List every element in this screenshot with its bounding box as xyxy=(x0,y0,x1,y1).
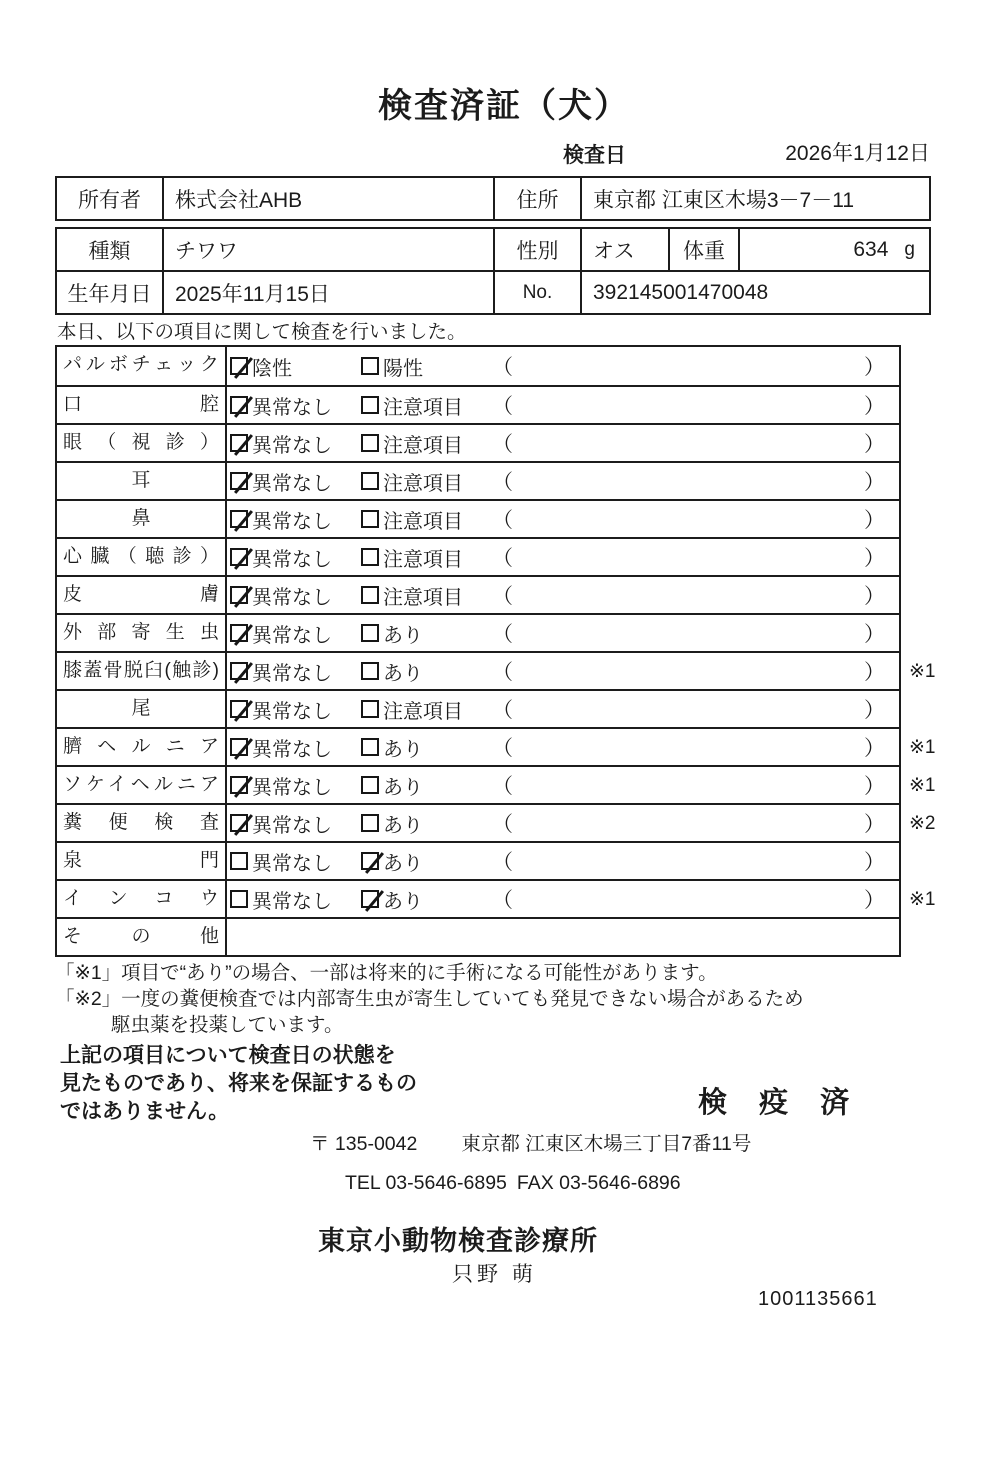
postal-code: 〒 135-0042 xyxy=(310,1133,418,1155)
option-normal xyxy=(230,657,361,686)
checklist-row-nose xyxy=(57,499,899,537)
option-label: 異常なし xyxy=(252,624,332,647)
owner-label: 所有者 xyxy=(78,188,141,212)
paren-close: ） xyxy=(864,509,885,532)
checkbox-icon xyxy=(361,548,379,566)
option-normal xyxy=(230,847,361,876)
option-caution xyxy=(361,429,492,458)
paren-close: ） xyxy=(864,661,885,684)
option-caution xyxy=(361,467,492,496)
option-normal xyxy=(230,391,361,420)
checkbox-icon xyxy=(361,852,379,870)
birth-no-row xyxy=(57,270,929,313)
checkbox-icon xyxy=(230,814,248,832)
paren-close: ） xyxy=(864,851,885,874)
item-label: 膝蓋骨脱臼(触診) xyxy=(57,653,227,689)
checklist-table xyxy=(55,345,936,957)
paren-close: ） xyxy=(864,471,885,494)
option-label: 注意項目 xyxy=(383,700,463,723)
item-label: 糞便検査 xyxy=(57,805,227,841)
option-label: 異常なし xyxy=(252,472,332,495)
option-caution xyxy=(361,581,492,610)
option-label: あり xyxy=(383,814,423,837)
option-label: あり xyxy=(383,852,423,875)
checkbox-icon xyxy=(230,510,248,528)
paren-close: ） xyxy=(864,889,885,912)
item-label: 口腔 xyxy=(57,387,227,423)
option-label: 異常なし xyxy=(252,890,332,913)
sex-value: オス xyxy=(580,229,668,270)
weight-label: 体重 xyxy=(668,229,738,270)
checklist-row-parvo xyxy=(57,347,899,385)
checklist-row-fecal-exam xyxy=(57,803,936,841)
birth-label: 生年月日 xyxy=(67,282,152,306)
option-caution xyxy=(361,695,492,724)
item-label: 皮膚 xyxy=(57,577,227,613)
option-label: あり xyxy=(383,624,423,647)
option-normal xyxy=(230,467,361,496)
option-label: 異常なし xyxy=(252,700,332,723)
option-present xyxy=(361,619,492,648)
checkbox-icon xyxy=(230,357,248,375)
checkbox-icon xyxy=(230,472,248,490)
address-value: 東京都 江東区木場3－7－11 xyxy=(580,178,929,219)
option-normal xyxy=(230,733,361,762)
paren-open: （ xyxy=(492,471,513,494)
option-label: 異常なし xyxy=(252,738,332,761)
option-label: 異常なし xyxy=(252,586,332,609)
checkbox-icon xyxy=(361,472,379,490)
checklist-row-umbilical-hernia xyxy=(57,727,936,765)
item-label: 尾 xyxy=(57,691,227,727)
option-normal xyxy=(230,429,361,458)
checkbox-icon xyxy=(230,890,248,908)
quarantine-stamp: 検 疫 済 xyxy=(698,1087,862,1119)
checkbox-icon xyxy=(361,700,379,718)
sex-label: 性別 xyxy=(493,229,580,270)
option-label: 注意項目 xyxy=(383,510,463,533)
option-normal xyxy=(230,505,361,534)
disclaimer xyxy=(60,1042,417,1126)
option-normal xyxy=(230,695,361,724)
option-normal xyxy=(230,885,361,914)
item-label: 心臓（聴診） xyxy=(57,539,227,575)
examiner-name: 只野 萌 xyxy=(452,1263,537,1286)
breed-value: チワワ xyxy=(162,229,493,270)
clinic-name: 東京小動物検査診療所 xyxy=(318,1226,598,1256)
owner-value: 株式会社AHB xyxy=(162,178,493,219)
weight-unit: g xyxy=(904,238,915,260)
option-present xyxy=(361,809,492,838)
checkbox-icon xyxy=(230,776,248,794)
option-label: 注意項目 xyxy=(383,472,463,495)
weight-number: 634 xyxy=(853,237,889,261)
checklist-row-other xyxy=(57,917,899,955)
checkbox-icon xyxy=(230,738,248,756)
breed-sex-weight-row xyxy=(57,229,929,270)
footnote-2-cont: 駆虫薬を投薬しています。 xyxy=(111,1014,344,1036)
row-note: ※1 xyxy=(909,737,936,758)
row-note: ※1 xyxy=(909,889,936,910)
option-present xyxy=(361,771,492,800)
clinic-tel: TEL 03-5646-6895 xyxy=(345,1172,507,1194)
paren-open: （ xyxy=(492,889,513,912)
disclaimer-line-2: 見たものであり、将来を保証するもの xyxy=(60,1072,417,1095)
checkbox-icon xyxy=(361,890,379,908)
no-value: 392145001470048 xyxy=(580,272,929,313)
item-label: その他 xyxy=(57,919,227,955)
paren-open: （ xyxy=(492,737,513,760)
paren-close: ） xyxy=(864,356,885,379)
disclaimer-line-3: ではありません。 xyxy=(60,1100,230,1123)
checklist-row-heart xyxy=(57,537,899,575)
checklist-row-inkou xyxy=(57,879,936,917)
item-label: 外部寄生虫 xyxy=(57,615,227,651)
option-label: 異常なし xyxy=(252,510,332,533)
paren-open: （ xyxy=(492,356,513,379)
checkbox-icon xyxy=(361,586,379,604)
option-negative xyxy=(230,352,361,381)
checklist-row-skin xyxy=(57,575,899,613)
checkbox-icon xyxy=(361,434,379,452)
option-label: 異常なし xyxy=(252,396,332,419)
option-label: 注意項目 xyxy=(383,434,463,457)
paren-open: （ xyxy=(492,699,513,722)
option-normal xyxy=(230,809,361,838)
clinic-tel-fax xyxy=(345,1172,681,1195)
page-title: 検査済証（犬） xyxy=(378,87,630,125)
row-note: ※1 xyxy=(909,661,936,682)
checkbox-icon xyxy=(230,434,248,452)
paren-close: ） xyxy=(864,433,885,456)
option-label: 異常なし xyxy=(252,434,332,457)
info-table xyxy=(55,227,931,315)
paren-open: （ xyxy=(492,395,513,418)
checkbox-icon xyxy=(361,776,379,794)
item-label: 泉門 xyxy=(57,843,227,879)
paren-open: （ xyxy=(492,585,513,608)
checkbox-icon xyxy=(361,357,379,375)
item-label: 臍ヘルニア xyxy=(57,729,227,765)
checklist-row-tail xyxy=(57,689,899,727)
option-label: 異常なし xyxy=(252,662,332,685)
item-label: 鼻 xyxy=(57,501,227,537)
option-present xyxy=(361,733,492,762)
option-label: あり xyxy=(383,890,423,913)
item-label: 眼（視診） xyxy=(57,425,227,461)
option-normal xyxy=(230,581,361,610)
checklist-row-ears xyxy=(57,461,899,499)
paren-open: （ xyxy=(492,775,513,798)
exam-date-value: 2026年1月12日 xyxy=(785,142,930,165)
checkbox-icon xyxy=(361,624,379,642)
checklist-row-fontanelle xyxy=(57,841,899,879)
option-label: 異常なし xyxy=(252,548,332,571)
checklist-row-patella xyxy=(57,651,936,689)
paren-open: （ xyxy=(492,661,513,684)
paren-close: ） xyxy=(864,737,885,760)
checkbox-icon xyxy=(230,548,248,566)
paren-close: ） xyxy=(864,775,885,798)
paren-open: （ xyxy=(492,813,513,836)
checklist-row-mouth xyxy=(57,385,899,423)
option-caution xyxy=(361,391,492,420)
weight-value xyxy=(738,229,929,270)
checkbox-icon xyxy=(230,852,248,870)
option-caution xyxy=(361,543,492,572)
paren-open: （ xyxy=(492,547,513,570)
paren-open: （ xyxy=(492,509,513,532)
checkbox-icon xyxy=(230,396,248,414)
option-present xyxy=(361,657,492,686)
footnotes xyxy=(55,960,804,1038)
clinic-postal-address xyxy=(310,1128,751,1156)
intro-text: 本日、以下の項目に関して検査を行いました。 xyxy=(57,321,467,343)
checklist-row-external-parasites xyxy=(57,613,899,651)
option-label: 異常なし xyxy=(252,852,332,875)
checkbox-icon xyxy=(230,662,248,680)
option-positive xyxy=(361,352,492,381)
option-present xyxy=(361,847,492,876)
option-label: あり xyxy=(383,776,423,799)
row-note: ※2 xyxy=(909,813,936,834)
option-label: あり xyxy=(383,738,423,761)
option-caution xyxy=(361,505,492,534)
checkbox-icon xyxy=(230,586,248,604)
paren-open: （ xyxy=(492,623,513,646)
item-label: ソケイヘルニア xyxy=(57,767,227,803)
clinic-address: 東京都 江東区木場三丁目7番11号 xyxy=(461,1133,752,1155)
checkbox-icon xyxy=(361,738,379,756)
option-label: 陰性 xyxy=(252,357,292,380)
paren-close: ） xyxy=(864,699,885,722)
paren-close: ） xyxy=(864,813,885,836)
address-label: 住所 xyxy=(493,178,580,219)
other-empty-cell xyxy=(227,919,899,955)
paren-open: （ xyxy=(492,851,513,874)
option-normal xyxy=(230,619,361,648)
checkbox-icon xyxy=(361,396,379,414)
checkbox-icon xyxy=(230,624,248,642)
option-label: 注意項目 xyxy=(383,548,463,571)
option-normal xyxy=(230,771,361,800)
checkbox-icon xyxy=(230,700,248,718)
disclaimer-line-1: 上記の項目について検査日の状態を xyxy=(60,1044,396,1067)
item-label: インコウ xyxy=(57,881,227,917)
option-normal xyxy=(230,543,361,572)
paren-open: （ xyxy=(492,433,513,456)
footnote-2: 「※2」一度の糞便検査では内部寄生虫が寄生していても発見できない場合があるため xyxy=(55,988,804,1010)
footnote-1: 「※1」項目で“あり”の場合、一部は将来的に手術になる可能性があります。 xyxy=(55,962,718,984)
no-label: No. xyxy=(493,272,580,313)
checkbox-icon xyxy=(361,510,379,528)
birth-value: 2025年11月15日 xyxy=(162,272,493,313)
row-note: ※1 xyxy=(909,775,936,796)
paren-close: ） xyxy=(864,395,885,418)
checklist-row-eyes xyxy=(57,423,899,461)
option-label: 注意項目 xyxy=(383,586,463,609)
checklist-row-inguinal-hernia xyxy=(57,765,936,803)
option-label: 陽性 xyxy=(383,357,423,380)
breed-label: 種類 xyxy=(88,239,131,263)
checkbox-icon xyxy=(361,662,379,680)
option-label: あり xyxy=(383,662,423,685)
item-label: パルボチェック xyxy=(57,347,227,385)
owner-row xyxy=(57,178,929,219)
paren-close: ） xyxy=(864,547,885,570)
serial-number: 1001135661 xyxy=(758,1288,878,1310)
option-label: 異常なし xyxy=(252,776,332,799)
option-label: 異常なし xyxy=(252,814,332,837)
option-label: 注意項目 xyxy=(383,396,463,419)
item-label: 耳 xyxy=(57,463,227,499)
clinic-fax: FAX 03-5646-6896 xyxy=(516,1172,681,1194)
exam-date-label: 検査日 xyxy=(563,144,626,167)
option-present xyxy=(361,885,492,914)
paren-close: ） xyxy=(864,623,885,646)
paren-close: ） xyxy=(864,585,885,608)
owner-table xyxy=(55,176,931,221)
checkbox-icon xyxy=(361,814,379,832)
